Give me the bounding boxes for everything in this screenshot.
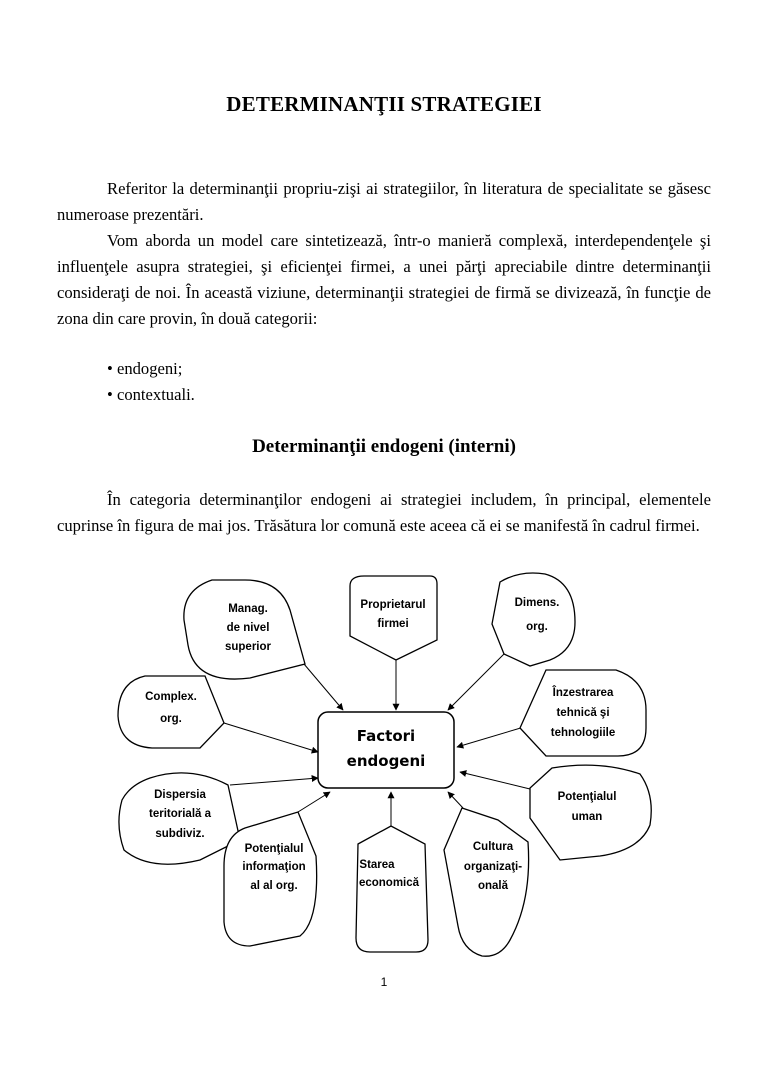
node-manag-line: superior <box>224 641 272 653</box>
node-potential-info-line: Potenţialul <box>244 843 304 855</box>
paragraph-intro: Referitor la determinanţii propriu-zişi ai strategiilor, în literatura de specialitate se găsesc numeroase prezentări. <box>57 179 711 224</box>
node-dimens-shape <box>492 573 575 666</box>
list-item: • contextuali. <box>107 385 195 404</box>
paragraph-model: Vom aborda un model care sintetizează, într-o manieră complexă, interdependenţele şi influenţele asupra strategiei, şi eficienţei firmei, a unei părţi apreciabile dintre determinanţii consideraţi de noi. În această viziune, determinanţii strategiei de firmă se divizează, în funcţie de zona din care provin, în două categorii: <box>57 231 711 328</box>
node-cultura-line: Cultura <box>472 841 514 853</box>
node-dimens-line: org. <box>526 621 548 633</box>
node-cultura-line: organizaţi- <box>463 861 523 873</box>
arrow <box>230 778 318 785</box>
node-manag-line: Manag. <box>228 603 268 615</box>
node-inzestrare-line: tehnică şi <box>556 707 610 719</box>
node-manag-line: de nivel <box>226 622 270 634</box>
node-dimens-line: Dimens. <box>514 597 560 609</box>
node-starea-shape <box>356 826 428 952</box>
node-cultura-line: onală <box>477 880 509 892</box>
node-starea-line: Starea <box>359 859 395 871</box>
center-label-line: endogeni <box>346 752 426 770</box>
section-subtitle: Determinanţii endogeni (interni) <box>252 436 516 457</box>
node-dispersia-line: Dispersia <box>154 789 206 801</box>
paragraph-endogenous: În categoria determinanţilor endogeni ai strategiei includem, în principal, elementele cuprinse în figura de mai jos. Trăsătura lor comună este aceea că ei se manifestă în cadrul firmei. <box>57 490 711 535</box>
center-box <box>318 712 454 788</box>
node-complex-shape <box>118 676 224 748</box>
arrow <box>457 727 524 747</box>
node-potential-info-shape <box>224 812 317 946</box>
arrow <box>460 772 530 789</box>
arrow <box>304 664 343 710</box>
page-number: 1 <box>380 975 388 989</box>
node-proprietar-line: firmei <box>377 618 409 630</box>
node-inzestrare-line: Înzestrarea <box>552 687 614 699</box>
node-dispersia-line: teritorială a <box>149 808 211 820</box>
node-starea-line: economică <box>358 877 420 889</box>
node-potential-info-line: informaţion <box>242 861 306 873</box>
arrow <box>298 792 330 812</box>
node-potential-info-line: al al org. <box>250 880 298 892</box>
category-list <box>107 356 195 408</box>
endogenous-factors-diagram <box>0 560 768 980</box>
page-title: DETERMINANŢII STRATEGIEI <box>226 92 542 116</box>
node-dispersia-line: subdiviz. <box>155 828 205 840</box>
list-item: • endogeni; <box>107 359 183 378</box>
node-complex-line: org. <box>160 713 182 725</box>
diagram-svg <box>0 560 768 980</box>
node-proprietar-line: Proprietarul <box>360 599 426 611</box>
node-potential-uman-line: uman <box>571 811 603 823</box>
node-complex-line: Complex. <box>145 691 197 703</box>
center-label-line: Factori <box>356 727 416 745</box>
arrow <box>224 723 318 752</box>
node-inzestrare-line: tehnologiile <box>550 727 616 739</box>
arrow <box>448 792 463 808</box>
arrow <box>448 654 504 710</box>
node-potential-uman-line: Potenţialul <box>557 791 617 803</box>
